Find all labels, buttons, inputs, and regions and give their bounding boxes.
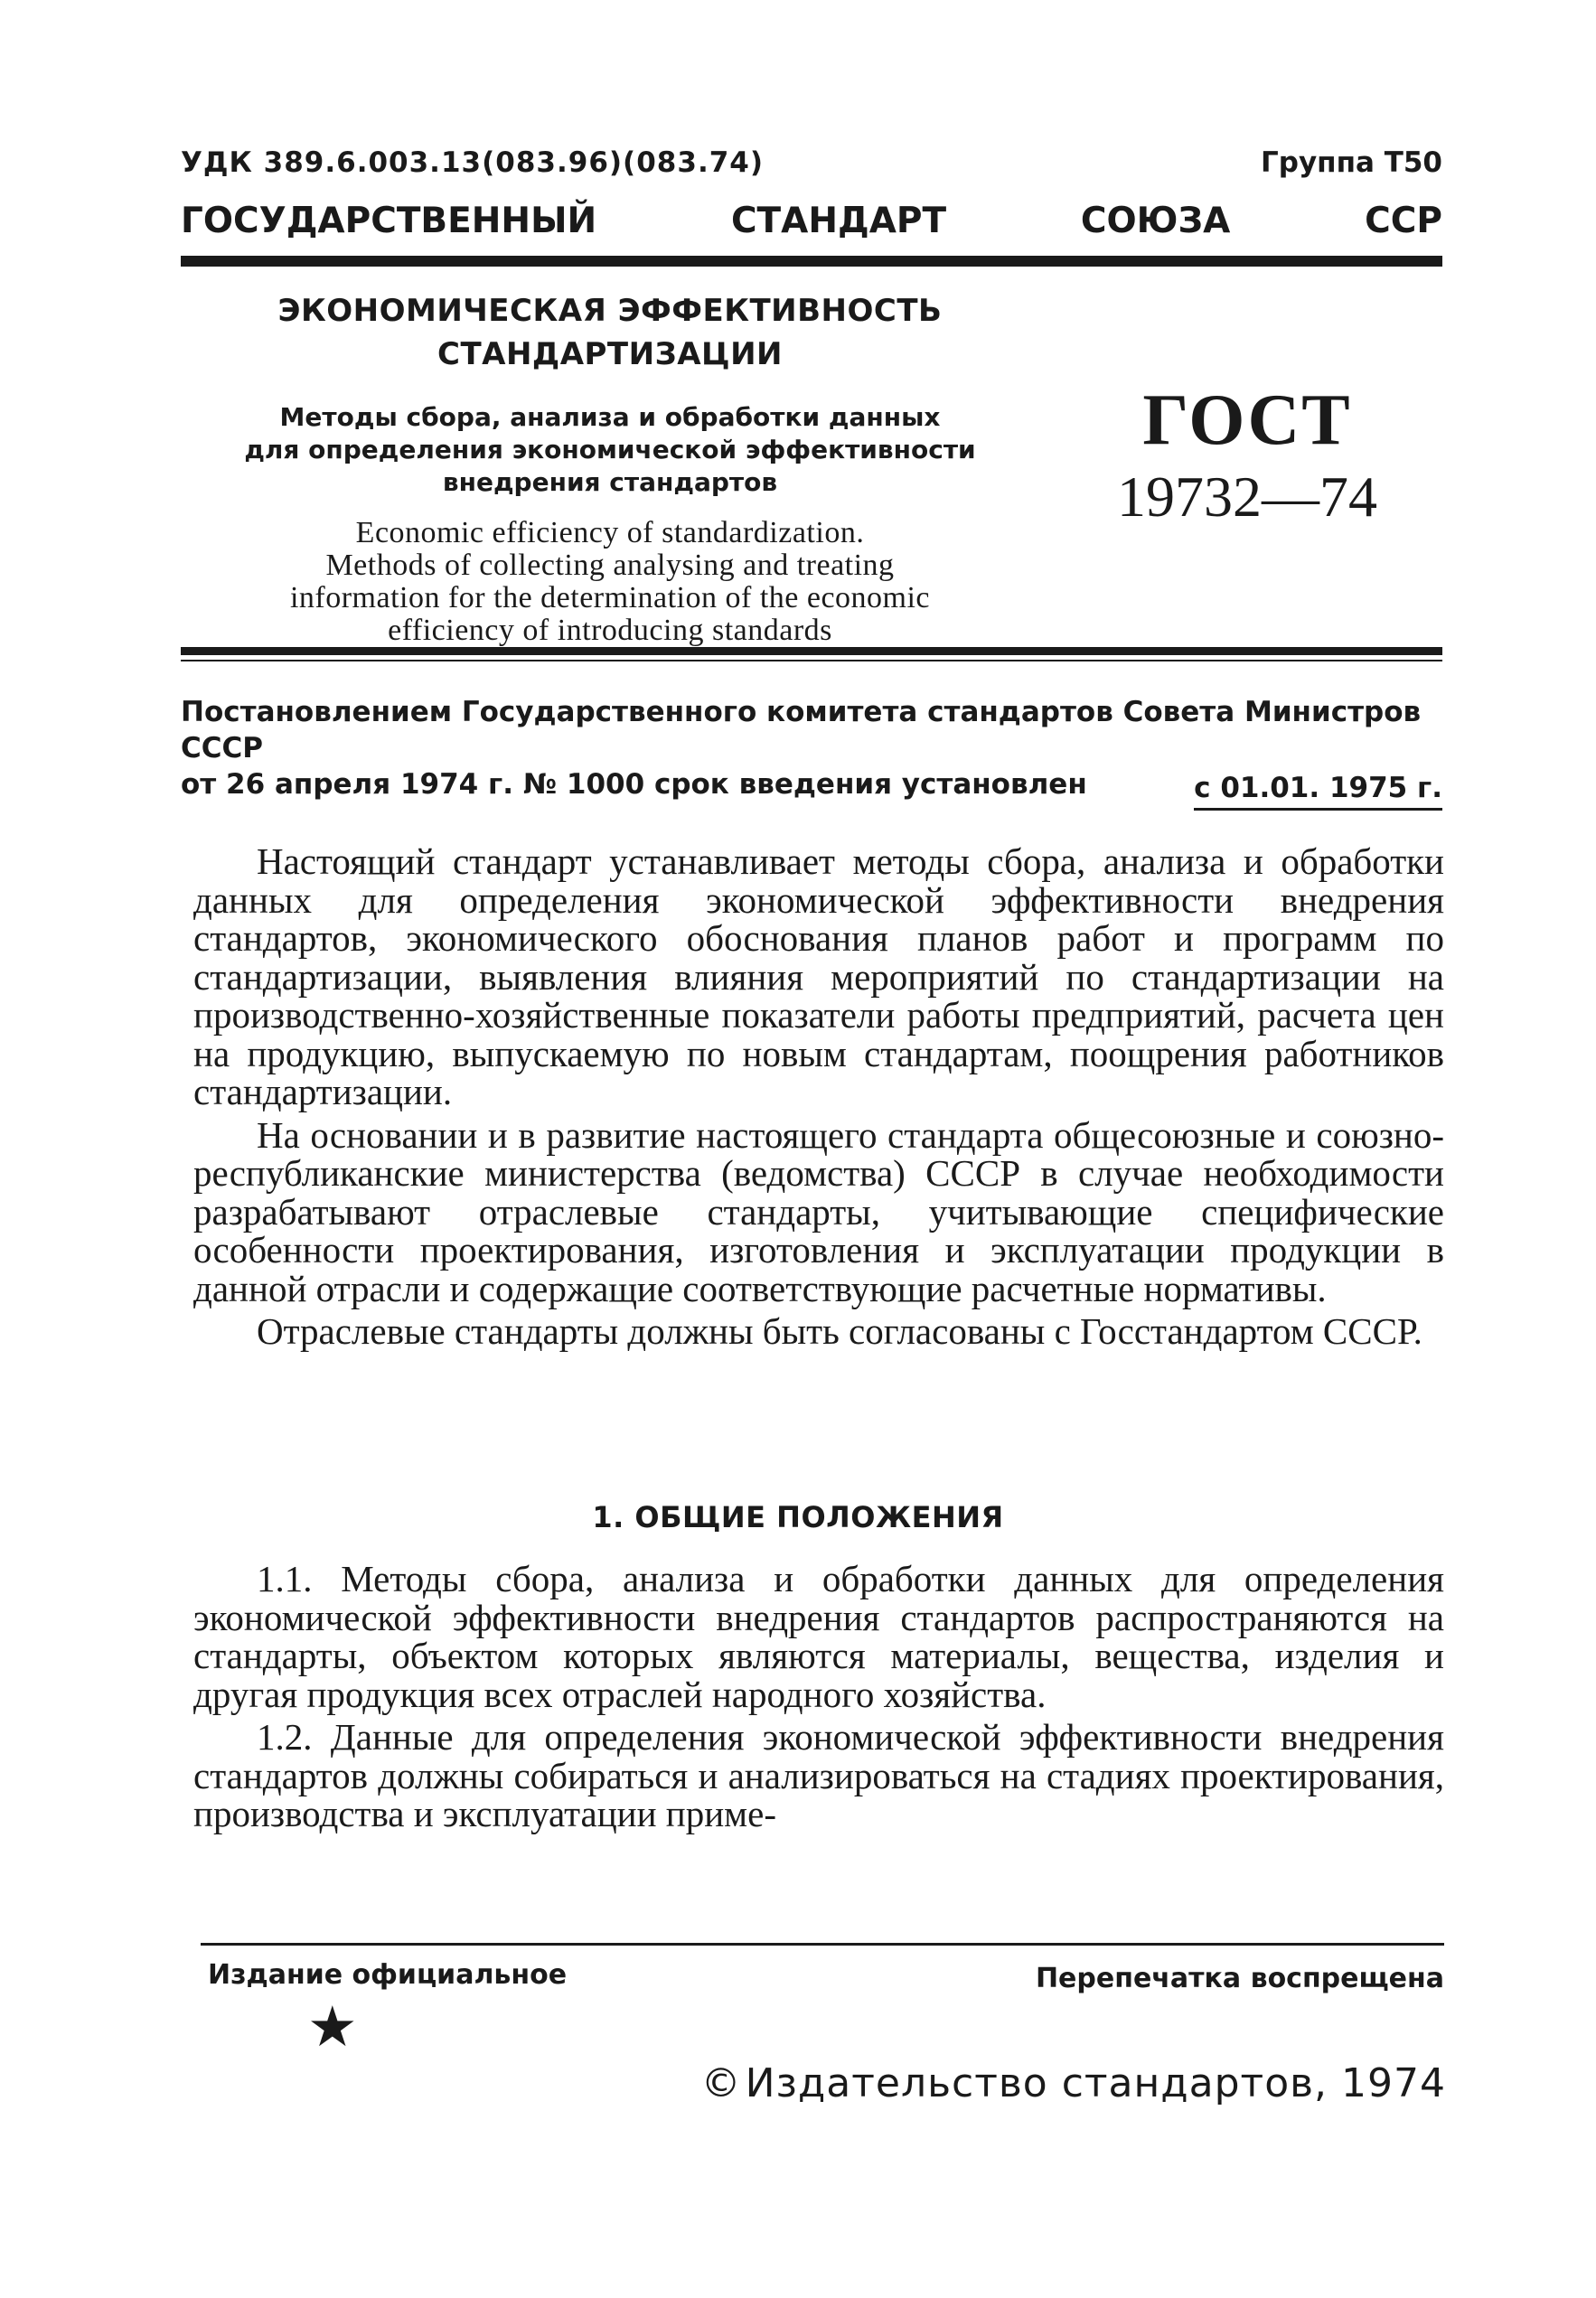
udk-code: УДК 389.6.003.13(083.96)(083.74) xyxy=(181,146,765,179)
gost-designation xyxy=(1066,380,1428,533)
official-edition: Издание официальное xyxy=(208,1959,568,1991)
state-standard-title xyxy=(181,201,1442,241)
state-word-4: ССР xyxy=(1365,201,1442,241)
title-en-line: efficiency of introducing standards xyxy=(388,614,832,647)
subtitle-line: внедрения стандартов xyxy=(442,467,778,497)
star-icon: ★ xyxy=(307,1993,358,2059)
title-en-line: Methods of collecting analysing and treating xyxy=(325,549,895,582)
intro-text xyxy=(193,842,1444,1351)
state-word-3: СОЮЗА xyxy=(1080,201,1231,241)
effective-date-text: с 01.01. 1975 г. xyxy=(1194,772,1442,804)
gost-number: 19732—74 xyxy=(1117,464,1377,529)
title-ru-line: СТАНДАРТИЗАЦИИ xyxy=(437,336,783,372)
top-info-line xyxy=(181,146,1442,192)
subtitle-line: для определения экономической эффективности xyxy=(244,435,976,464)
title-divider-thin xyxy=(181,660,1442,661)
copyright-icon: © xyxy=(700,2060,742,2106)
state-word-1: ГОСУДАРСТВЕННЫЙ xyxy=(181,201,597,241)
title-english xyxy=(181,517,1039,647)
effective-date-underline xyxy=(1194,808,1442,811)
group-code: Группа Т50 xyxy=(1261,146,1442,179)
subtitle-line: Методы сбора, анализа и обработки данных xyxy=(279,402,941,432)
footer-divider xyxy=(201,1943,1444,1946)
section-paragraph: 1.1. Методы сбора, анализа и обработки данных для определения экономической эффективности внедрения стандартов распространяются на стандарты, объектом которых являются материалы, вещества, изделия и другая продукция всех отраслей народного хозяйства. xyxy=(193,1558,1444,1715)
subtitle-russian xyxy=(181,401,1039,499)
state-word-2: СТАНДАРТ xyxy=(730,201,947,241)
title-en-line: information for the determination of the economic xyxy=(289,581,931,614)
title-ru-line: ЭКОНОМИЧЕСКАЯ ЭФФЕКТИВНОСТЬ xyxy=(277,293,943,329)
intro-paragraph: Отраслевые стандарты должны быть согласованы с Госстандартом СССР. xyxy=(257,1310,1422,1352)
section-heading: 1. ОБЩИЕ ПОЛОЖЕНИЯ xyxy=(592,1500,1004,1534)
title-russian xyxy=(181,289,1039,376)
section-text xyxy=(193,1560,1444,1834)
decree-line: Постановлением Государственного комитета стандартов Совета Министров СССР xyxy=(181,696,1422,764)
intro-paragraph: Настоящий стандарт устанавливает методы сбора, анализа и обработки данных для определения экономической эффективности внедрения стандартов, экономического обоснования планов работ и программ по стандартизации, выявления влияния мероприятий по стандартизации на производственно-хозяйственные показатели работы предприятий, расчета цен на продукцию, выпускаемую по новым стандартам, поощрения работников стандартизации. xyxy=(193,840,1444,1112)
intro-paragraph: На основании и в развитие настоящего стандарта общесоюзные и союзно-республиканские министерства (ведомства) СССР в случае необходимости разрабатывают отраслевые стандарты, учитывающие специфические особенности проектирования, изготовления и эксплуатации продукции в данной отрасли и содержащие соответствующие расчетные нормативы. xyxy=(193,1113,1444,1309)
gost-label: ГОСТ xyxy=(1142,380,1352,460)
copyright-text: Издательство стандартов, 1974 xyxy=(745,2060,1446,2106)
title-en-line: Economic efficiency of standardization. xyxy=(355,516,865,549)
reprint-prohibited: Перепечатка воспрещена xyxy=(1035,1963,1444,1994)
title-block xyxy=(181,289,1039,647)
decree-line: от 26 апреля 1974 г. № 1000 срок введения установлен xyxy=(181,768,1087,801)
header-divider xyxy=(181,256,1442,267)
effective-date xyxy=(1194,770,1442,811)
section-paragraph: 1.2. Данные для определения экономической эффективности внедрения стандартов должны собираться и анализироваться на стадиях проектирования, производства и эксплуатации приме- xyxy=(193,1716,1444,1834)
copyright-line xyxy=(701,2060,1446,2106)
title-divider-thick xyxy=(181,647,1442,655)
